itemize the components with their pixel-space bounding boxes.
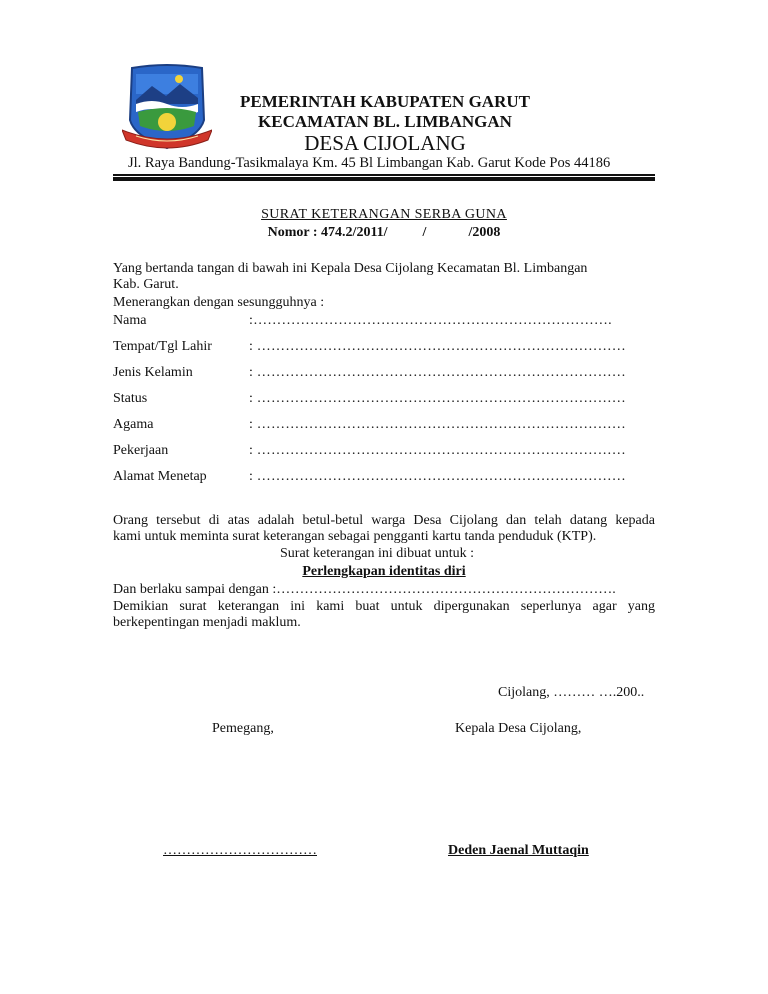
field-label-tempat-tgl-lahir: Tempat/Tgl Lahir xyxy=(113,339,212,354)
office-address: Jl. Raya Bandung-Tasikmalaya Km. 45 Bl Limbangan Kab. Garut Kode Pos 44186 xyxy=(128,155,611,171)
field-label-status: Status xyxy=(113,391,148,406)
purpose-text: Perlengkapan identitas diri xyxy=(302,564,466,579)
village-head-label: Kepala Desa Cijolang, xyxy=(455,721,582,736)
valid-until-line: Dan berlaku sampai dengan :………………………………………………………………. xyxy=(113,582,616,597)
government-name: PEMERINTAH KABUPATEN GARUT xyxy=(240,92,530,111)
field-label-nama: Nama xyxy=(113,313,147,328)
letter-number: Nomor : 474.2/2011/ / /2008 xyxy=(267,225,501,240)
body-line-2: kami untuk meminta surat keterangan sebagai pengganti kartu tanda penduduk (KTP). xyxy=(113,529,597,544)
village-name: DESA CIJOLANG xyxy=(304,131,466,155)
field-label-pekerjaan: Pekerjaan xyxy=(113,443,169,458)
header-rule-thin xyxy=(113,174,655,176)
field-value-agama: : …………………………………………………………………… xyxy=(249,417,626,432)
district-name: KECAMATAN BL. LIMBANGAN xyxy=(258,112,512,131)
field-label-jenis-kelamin: Jenis Kelamin xyxy=(113,365,193,380)
header-rule-thick xyxy=(113,177,655,181)
place-date: Cijolang, ……… ….200.. xyxy=(498,685,645,700)
field-value-tempat-tgl-lahir: : …………………………………………………………………… xyxy=(249,339,626,354)
purpose-intro: Surat keterangan ini dibuat untuk : xyxy=(280,546,475,561)
field-value-nama: :…………………………………………………………………. xyxy=(249,313,612,328)
holder-signature-line: …………………………… xyxy=(163,843,317,858)
intro-line-3: Menerangkan dengan sesungguhnya : xyxy=(113,295,325,310)
field-value-status: : …………………………………………………………………… xyxy=(249,391,626,406)
letter-title: SURAT KETERANGAN SERBA GUNA xyxy=(261,207,507,222)
intro-line-1: Yang bertanda tangan di bawah ini Kepala Desa Cijolang Kecamatan Bl. Limbangan xyxy=(113,261,588,276)
intro-line-2: Kab. Garut. xyxy=(113,277,179,292)
body-line-1: Orang tersebut di atas adalah betul-betul warga Desa Cijolang dan telah datang kepada xyxy=(113,513,655,528)
field-value-alamat-menetap: : …………………………………………………………………… xyxy=(249,469,626,484)
village-head-name: Deden Jaenal Muttaqin xyxy=(448,843,589,858)
field-label-alamat-menetap: Alamat Menetap xyxy=(113,469,207,484)
closing-line-2: berkepentingan menjadi maklum. xyxy=(113,615,301,630)
field-value-jenis-kelamin: : …………………………………………………………………… xyxy=(249,365,626,380)
field-label-agama: Agama xyxy=(113,417,154,432)
holder-label: Pemegang, xyxy=(212,721,274,736)
field-value-pekerjaan: : …………………………………………………………………… xyxy=(249,443,626,458)
closing-line-1: Demikian surat keterangan ini kami buat untuk dipergunakan seperlunya agar yang xyxy=(113,599,655,614)
